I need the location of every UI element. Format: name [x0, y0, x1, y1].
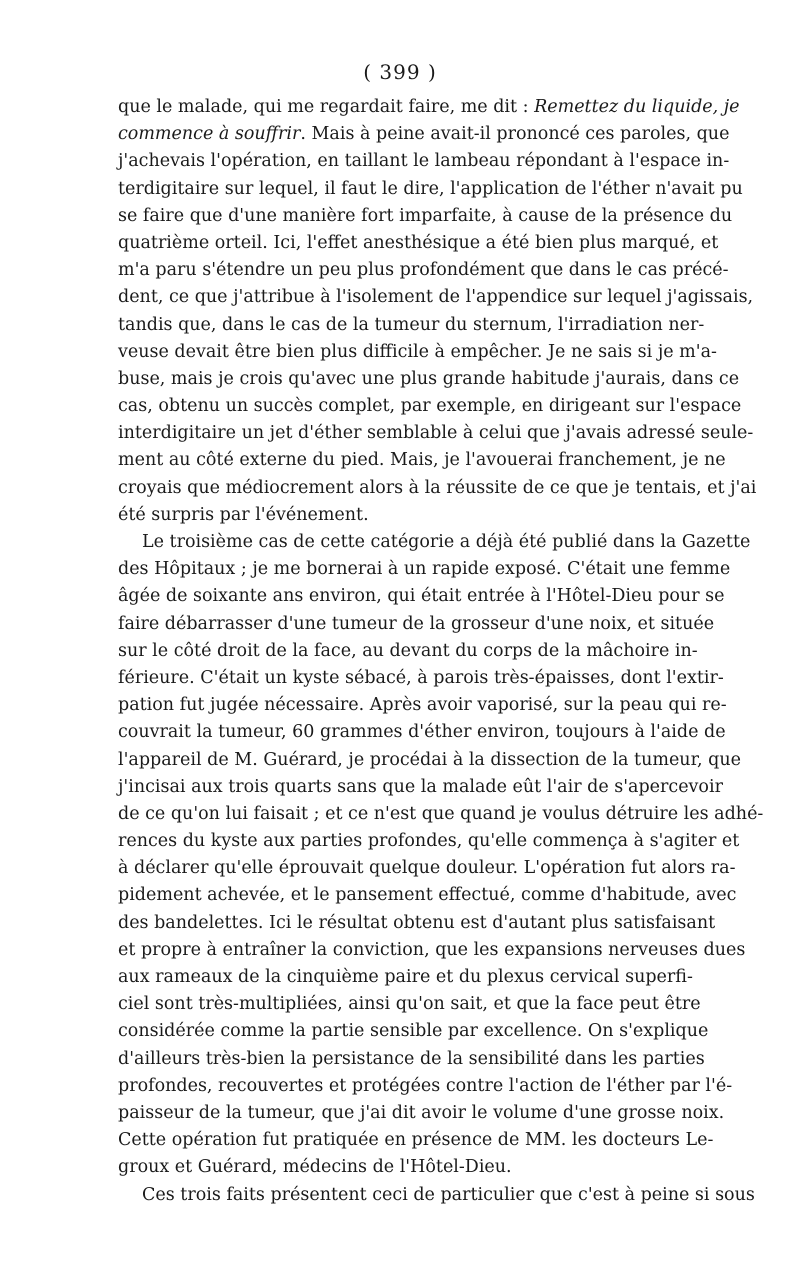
line-text: et propre à entraîner la conviction, que les expansions nerveuses dues — [118, 939, 746, 960]
line-text: faire débarrasser d'une tumeur de la grosseur d'une noix, et située — [118, 613, 715, 634]
line-text: groux et Guérard, médecins de l'Hôtel-Dieu. — [118, 1157, 512, 1178]
line-text: quatrième orteil. Ici, l'effet anesthésique a été bien plus marqué, et — [118, 232, 719, 253]
line-text: l'appareil de M. Guérard, je procédai à la dissection de la tumeur, que — [118, 749, 741, 770]
line-text: paisseur de la tumeur, que j'ai dit avoir le volume d'une grosse noix. — [118, 1102, 725, 1123]
text-line — [118, 692, 727, 719]
line-text: Le troisième cas de cette catégorie a déjà été publié dans la Gazette — [142, 532, 751, 552]
line-text: des bandelettes. Ici le résultat obtenu est d'autant plus satisfaisant — [118, 912, 716, 933]
italic-quote: Remettez du liquide, je — [534, 97, 740, 117]
text-line — [118, 991, 701, 1018]
text-line — [118, 910, 716, 937]
text-line — [118, 420, 754, 447]
line-text: terdigitaire sur lequel, il faut le dire, l'application de l'éther n'avait pu — [118, 178, 743, 199]
text-line — [118, 1182, 755, 1209]
text-line — [118, 611, 715, 638]
text-line — [118, 583, 725, 610]
line-text: férieure. C'était un kyste sébacé, à parois très-épaisses, dont l'extir- — [118, 667, 724, 688]
line-text: interdigitaire un jet d'éther semblable à celui que j'avais adressé seule- — [118, 423, 754, 444]
line-text: cas, obtenu un succès complet, par exemple, en dirigeant sur l'espace — [118, 396, 742, 417]
text-line — [118, 148, 730, 175]
line-text: ciel sont très-multipliées, ainsi qu'on sait, et que la face peut être — [118, 994, 701, 1015]
line-text: Cette opération fut pratiquée en présence de MM. les docteurs Le- — [118, 1130, 714, 1151]
text-line — [118, 94, 740, 121]
line-text: j'achevais l'opération, en taillant le lambeau répondant à l'espace in- — [118, 151, 730, 172]
line-text: buse, mais je crois qu'avec une plus grande habitude j'aurais, dans ce — [118, 368, 740, 389]
text-line — [118, 121, 730, 148]
line-text: tandis que, dans le cas de la tumeur du sternum, l'irradiation ner- — [118, 314, 705, 335]
line-text: que le malade, qui me regardait faire, me dit : — [118, 97, 535, 117]
italic-quote: commence à souffrir — [118, 124, 301, 145]
text-line — [118, 230, 719, 257]
line-text: ment au côté externe du pied. Mais, je l'avouerai franchement, je ne — [118, 450, 726, 471]
line-text: veuse devait être bien plus difficile à empêcher. Je ne sais si je m'a- — [118, 341, 717, 362]
line-text: rences du kyste aux parties profondes, qu'elle commença à s'agiter et — [118, 831, 740, 852]
text-line — [118, 312, 705, 339]
line-text: m'a paru s'étendre un peu plus profondément que dans le cas précé- — [118, 260, 729, 281]
body-text — [118, 94, 764, 1209]
line-text: dent, ce que j'attribue à l'isolement de l'appendice sur lequel j'agissais, — [118, 287, 754, 308]
line-text: aux rameaux de la cinquième paire et du plexus cervical superfi- — [118, 967, 693, 987]
line-text: à déclarer qu'elle éprouvait quelque douleur. L'opération fut alors ra- — [118, 858, 736, 879]
line-text: pidement achevée, et le pansement effectué, comme d'habitude, avec — [118, 885, 737, 906]
line-text: pation fut jugée nécessaire. Après avoir vaporisé, sur la peau qui re- — [118, 695, 727, 716]
text-line — [118, 1127, 714, 1154]
line-text: de ce qu'on lui faisait ; et ce n'est que quand je voulus détruire les adhé- — [118, 803, 764, 824]
text-line — [118, 339, 717, 366]
text-line — [118, 747, 741, 774]
text-line — [118, 665, 724, 692]
text-line — [118, 257, 729, 284]
line-text: j'incisai aux trois quarts sans que la malade eût l'air de s'apercevoir — [118, 776, 723, 797]
line-text: . Mais à peine avait-il prononcé ces paroles, que — [300, 124, 730, 145]
text-line — [118, 719, 726, 746]
line-text: profondes, recouvertes et protégées contre l'action de l'éther par l'é- — [118, 1075, 733, 1096]
text-line — [118, 964, 693, 991]
text-line — [118, 176, 743, 203]
text-line — [118, 284, 754, 311]
text-line — [118, 475, 757, 502]
line-text: été surpris par l'événement. — [118, 504, 369, 525]
text-line — [118, 801, 764, 828]
text-line — [118, 774, 723, 801]
text-line — [118, 393, 742, 420]
text-line — [118, 937, 746, 964]
line-text: couvrait la tumeur, 60 grammes d'éther environ, toujours à l'aide de — [118, 722, 726, 743]
line-text: considérée comme la partie sensible par excellence. On s'explique — [118, 1021, 709, 1042]
line-text: âgée de soixante ans environ, qui était entrée à l'Hôtel-Dieu pour se — [118, 586, 725, 607]
line-text: croyais que médiocrement alors à la réussite de ce que je tentais, et j'ai — [118, 477, 757, 498]
text-line — [118, 882, 737, 909]
text-line — [118, 366, 740, 393]
line-text: Ces trois faits présentent ceci de particulier que c'est à peine si sous — [142, 1184, 755, 1205]
text-line — [118, 828, 740, 855]
line-text: sur le côté droit de la face, au devant du corps de la mâchoire in- — [118, 640, 698, 661]
line-text: d'ailleurs très-bien la persistance de la sensibilité dans les parties — [118, 1048, 705, 1069]
text-line — [118, 638, 698, 665]
text-line — [118, 855, 736, 882]
text-line — [118, 502, 682, 529]
text-line — [118, 1018, 709, 1045]
text-line — [118, 447, 726, 474]
text-line — [118, 1154, 682, 1181]
text-line — [118, 203, 733, 230]
text-line — [118, 1046, 705, 1073]
line-text: se faire que d'une manière fort imparfaite, à cause de la présence du — [118, 205, 733, 226]
line-text: des Hôpitaux ; je me bornerai à un rapide exposé. C'était une femme — [118, 559, 731, 580]
text-line — [118, 529, 751, 556]
text-line — [118, 1073, 733, 1100]
page-number: ( 399 ) — [363, 60, 437, 84]
text-line — [118, 1100, 725, 1127]
text-line — [118, 556, 731, 583]
